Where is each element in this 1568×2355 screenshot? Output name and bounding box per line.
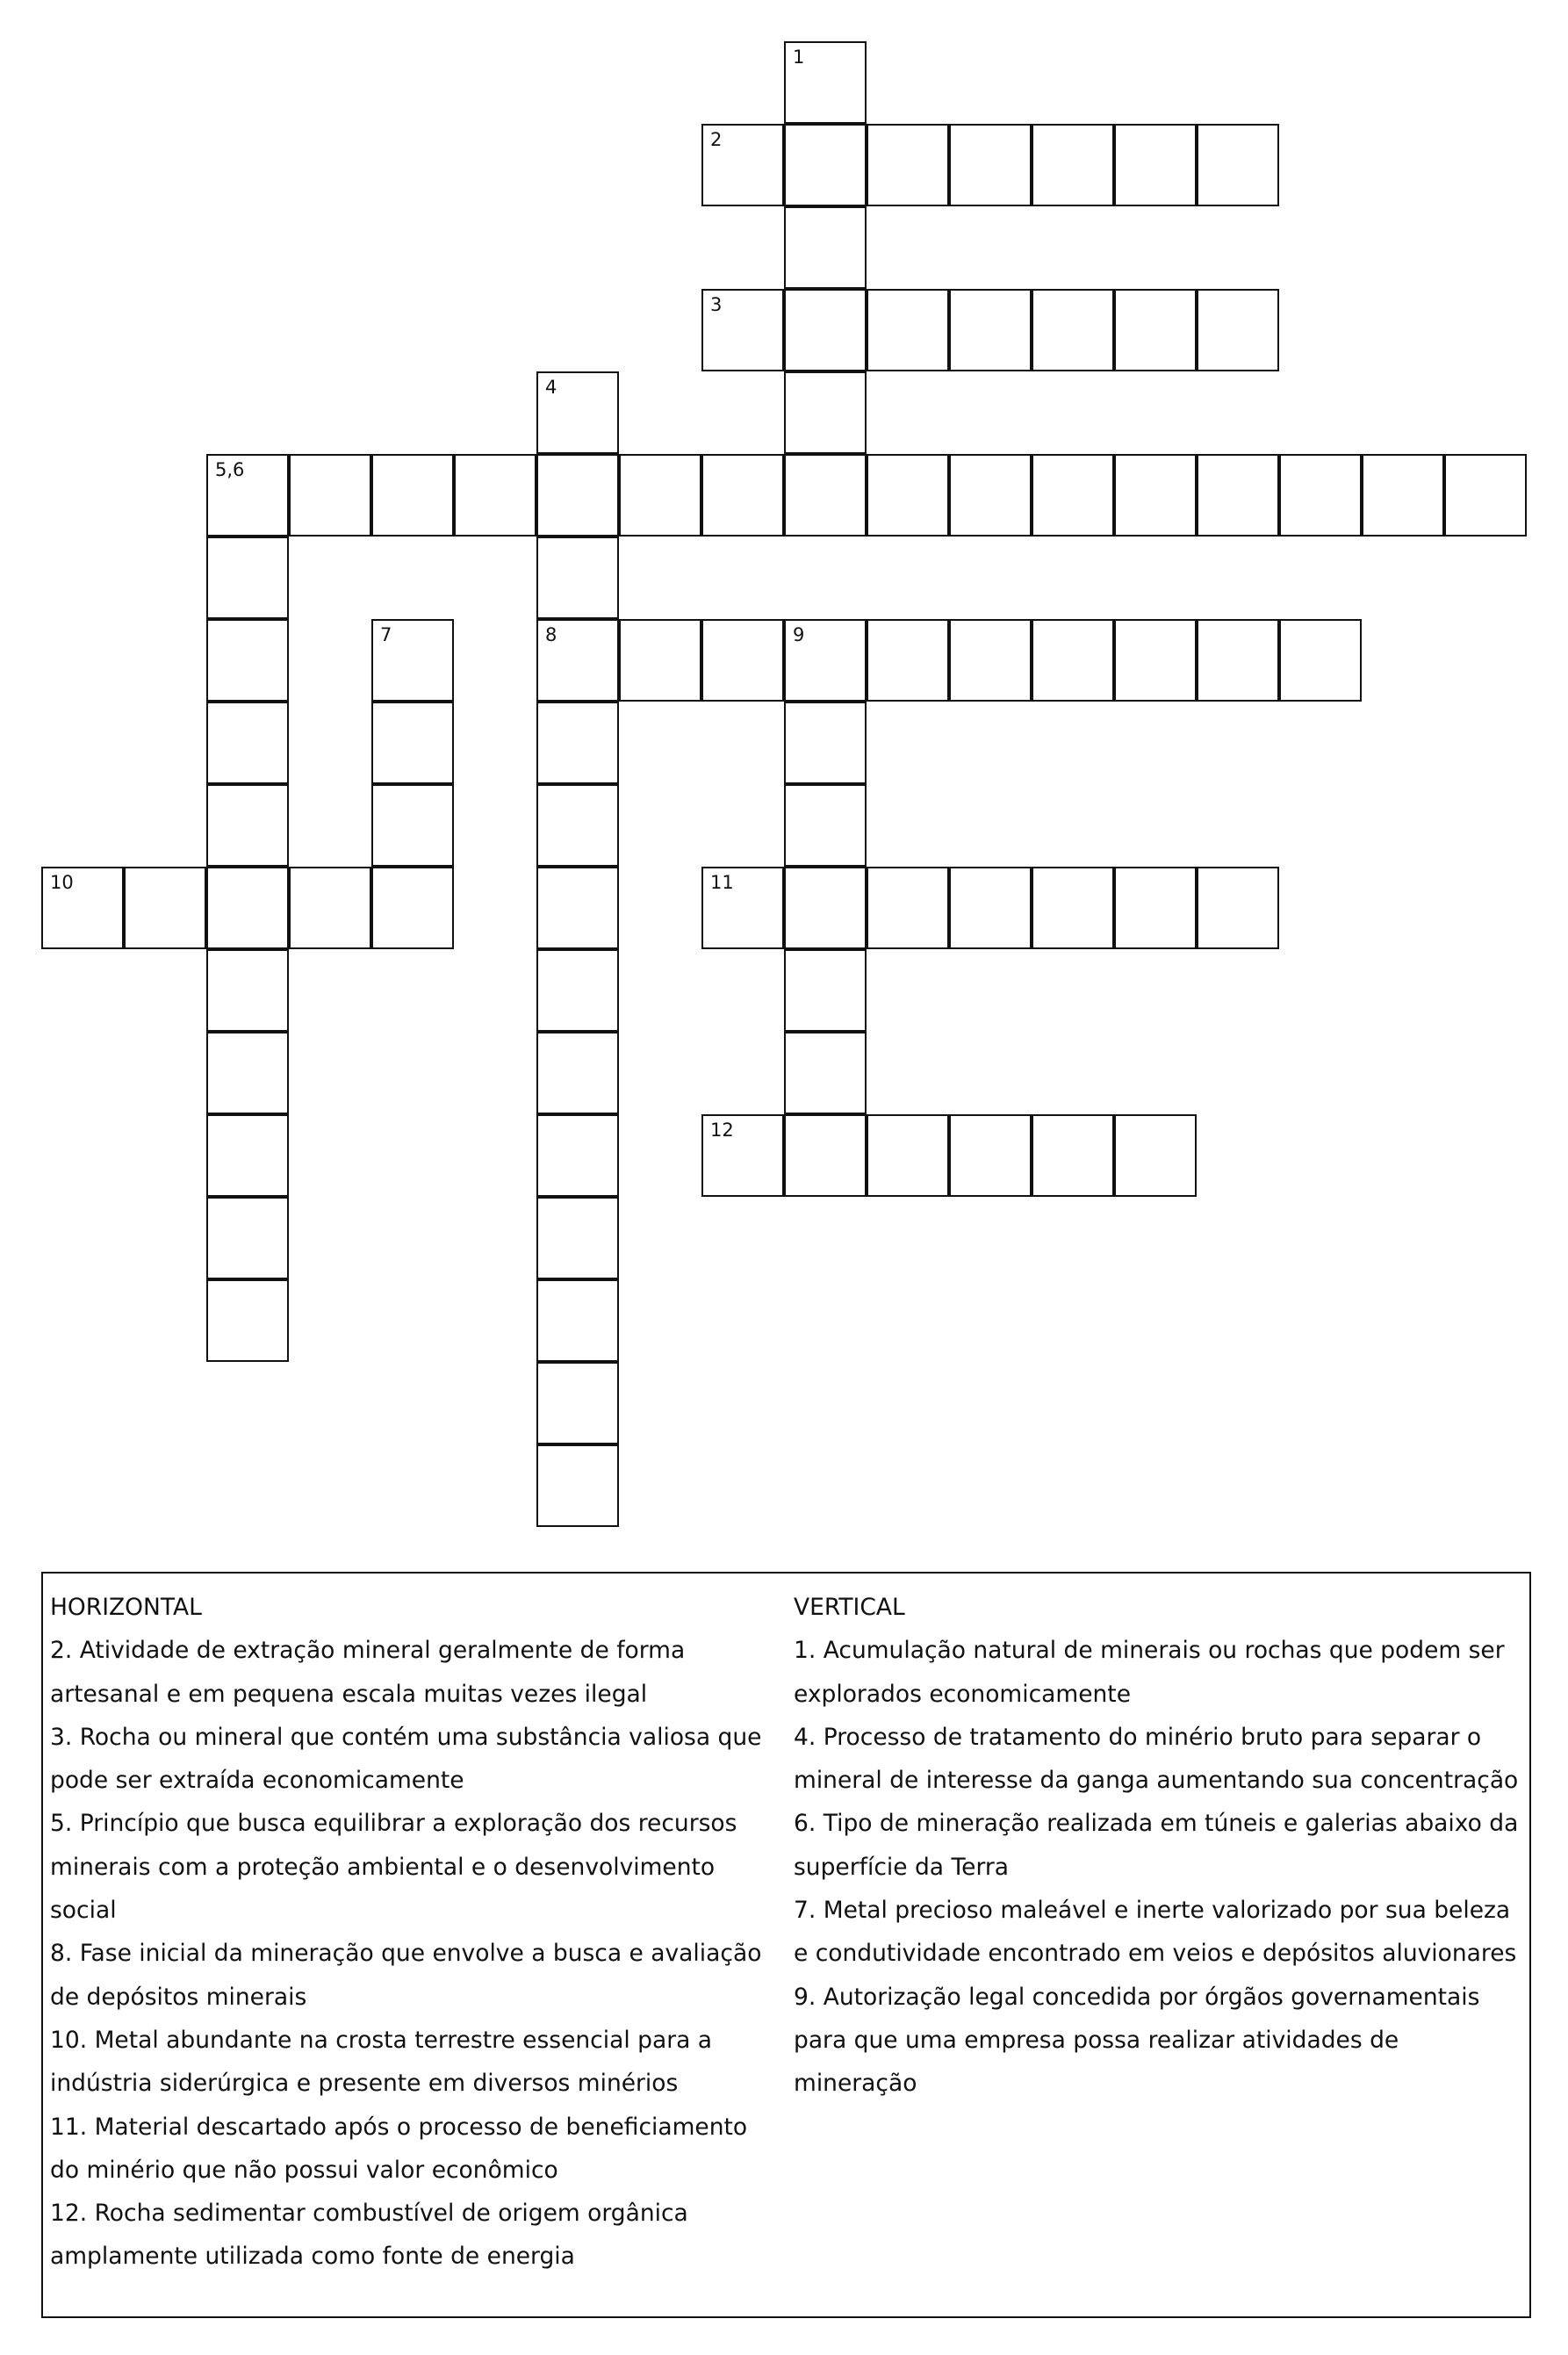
grid-cell[interactable] <box>949 454 1032 537</box>
clue-number: 1 <box>793 47 805 68</box>
grid-cell[interactable] <box>867 867 949 949</box>
clue-line: 2. Atividade de extração mineral geralmente de forma <box>50 1637 686 1665</box>
grid-cell[interactable] <box>206 619 289 702</box>
grid-cell[interactable] <box>1114 1114 1197 1197</box>
grid-cell[interactable] <box>206 1279 289 1362</box>
grid-cell[interactable] <box>619 619 701 702</box>
grid-cell[interactable] <box>536 949 619 1032</box>
clue-line: pode ser extraída economicamente <box>50 1767 464 1795</box>
grid-cell[interactable] <box>1114 454 1197 537</box>
grid-cell[interactable] <box>124 867 206 949</box>
clue-line: social <box>50 1897 117 1925</box>
horizontal-title: HORIZONTAL <box>50 1594 202 1621</box>
grid-cell[interactable] <box>536 1197 619 1279</box>
clue-number: 7 <box>380 624 392 645</box>
grid-cell[interactable] <box>784 702 867 784</box>
grid-cell[interactable] <box>701 289 784 371</box>
clue-line: do minério que não possui valor econômico <box>50 2156 558 2184</box>
grid-cell[interactable] <box>701 1114 784 1197</box>
grid-cell[interactable] <box>536 537 619 619</box>
grid-cell[interactable] <box>206 537 289 619</box>
grid-cell[interactable] <box>206 949 289 1032</box>
grid-cell[interactable] <box>206 867 289 949</box>
grid-cell[interactable] <box>536 1362 619 1444</box>
grid-cell[interactable] <box>1032 289 1114 371</box>
grid-cell[interactable] <box>1032 867 1114 949</box>
grid-cell[interactable] <box>784 1114 867 1197</box>
vertical-clues <box>794 1586 1531 2106</box>
grid-cell[interactable] <box>949 867 1032 949</box>
grid-cell[interactable] <box>1444 454 1527 537</box>
grid-cell[interactable] <box>536 1279 619 1362</box>
grid-cell[interactable] <box>701 454 784 537</box>
grid-cell[interactable] <box>867 1114 949 1197</box>
grid-cell[interactable] <box>371 702 454 784</box>
clue-number: 2 <box>710 129 723 150</box>
grid-cell[interactable] <box>1114 124 1197 206</box>
clue-line: 1. Acumulação natural de minerais ou rochas que podem ser <box>794 1637 1505 1665</box>
grid-cell[interactable] <box>784 1032 867 1114</box>
grid-cell[interactable] <box>454 454 536 537</box>
clue-number: 10 <box>50 872 74 893</box>
clue-line: 9. Autorização legal concedida por órgãos governamentais <box>794 1983 1480 2011</box>
grid-cell[interactable] <box>784 124 867 206</box>
grid-cell[interactable] <box>784 454 867 537</box>
grid-cell[interactable] <box>867 289 949 371</box>
grid-cell[interactable] <box>1032 454 1114 537</box>
grid-cell[interactable] <box>619 454 701 537</box>
clue-number: 12 <box>710 1120 734 1141</box>
clue-line: 4. Processo de tratamento do minério bruto para separar o <box>794 1723 1482 1751</box>
clue-line: 11. Material descartado após o processo de beneficiamento <box>50 2113 748 2141</box>
clue-number: 5,6 <box>215 459 245 480</box>
grid-cell[interactable] <box>536 1444 619 1527</box>
grid-cell[interactable] <box>701 124 784 206</box>
clue-line: amplamente utilizada como fonte de energia <box>50 2243 575 2271</box>
grid-cell[interactable] <box>784 371 867 454</box>
grid-cell[interactable] <box>536 1114 619 1197</box>
grid-cell[interactable] <box>536 371 619 454</box>
grid-cell[interactable] <box>701 867 784 949</box>
grid-cell[interactable] <box>536 454 619 537</box>
grid-cell[interactable] <box>1032 1114 1114 1197</box>
clue-line: indústria siderúrgica e presente em diversos minérios <box>50 2070 679 2098</box>
grid-cell[interactable] <box>1197 867 1279 949</box>
clue-line: para que uma empresa possa realizar atividades de <box>794 2026 1399 2054</box>
grid-cell[interactable] <box>867 124 949 206</box>
grid-cell[interactable] <box>784 619 867 702</box>
horizontal-clues <box>50 1586 796 2279</box>
grid-cell[interactable] <box>867 619 949 702</box>
clue-line: mineral de interesse da ganga aumentando sua concentração <box>794 1767 1519 1795</box>
clue-line: 12. Rocha sedimentar combustível de origem orgânica <box>50 2200 688 2228</box>
grid-cell[interactable] <box>206 1197 289 1279</box>
grid-cell[interactable] <box>701 619 784 702</box>
clue-line: mineração <box>794 2070 917 2098</box>
grid-cell[interactable] <box>371 454 454 537</box>
clue-line: artesanal e em pequena escala muitas vezes ilegal <box>50 1680 648 1708</box>
grid-cell[interactable] <box>206 1114 289 1197</box>
grid-cell[interactable] <box>784 206 867 289</box>
grid-cell[interactable] <box>536 702 619 784</box>
clue-line: explorados economicamente <box>794 1680 1132 1708</box>
grid-cell[interactable] <box>536 619 619 702</box>
clue-number: 11 <box>710 872 734 893</box>
clue-line: superfície da Terra <box>794 1853 1010 1881</box>
clue-number: 9 <box>793 624 805 645</box>
grid-cell[interactable] <box>784 949 867 1032</box>
grid-cell[interactable] <box>371 619 454 702</box>
grid-cell[interactable] <box>536 867 619 949</box>
clue-number: 4 <box>545 377 557 398</box>
grid-cell[interactable] <box>1032 124 1114 206</box>
grid-cell[interactable] <box>949 619 1032 702</box>
grid-cell[interactable] <box>784 289 867 371</box>
grid-cell[interactable] <box>1362 454 1444 537</box>
grid-cell[interactable] <box>1197 124 1279 206</box>
grid-cell[interactable] <box>536 1032 619 1114</box>
clue-line: 3. Rocha ou mineral que contém uma substância valiosa que <box>50 1723 762 1751</box>
clue-line: minerais com a proteção ambiental e o desenvolvimento <box>50 1853 716 1881</box>
grid-cell[interactable] <box>41 867 124 949</box>
grid-cell[interactable] <box>949 124 1032 206</box>
grid-cell[interactable] <box>1114 289 1197 371</box>
grid-cell[interactable] <box>1279 454 1362 537</box>
grid-cell[interactable] <box>289 454 371 537</box>
grid-cell[interactable] <box>371 784 454 867</box>
grid-cell[interactable] <box>536 784 619 867</box>
clue-number: 8 <box>545 624 557 645</box>
grid-cell[interactable] <box>867 454 949 537</box>
clue-line: 7. Metal precioso maleável e inerte valorizado por sua beleza <box>794 1897 1511 1925</box>
vertical-title: VERTICAL <box>794 1594 905 1621</box>
grid-cell[interactable] <box>1197 289 1279 371</box>
clue-line: 6. Tipo de mineração realizada em túneis e galerias abaixo da <box>794 1810 1519 1838</box>
grid-cell[interactable] <box>784 784 867 867</box>
clue-number: 3 <box>710 294 723 315</box>
grid-cell[interactable] <box>371 867 454 949</box>
grid-cell[interactable] <box>289 867 371 949</box>
grid-cell[interactable] <box>949 1114 1032 1197</box>
grid-cell[interactable] <box>1197 454 1279 537</box>
grid-cell[interactable] <box>206 454 289 537</box>
grid-cell[interactable] <box>784 41 867 124</box>
grid-cell[interactable] <box>1114 619 1197 702</box>
clue-box <box>41 1572 1531 2318</box>
clue-line: de depósitos minerais <box>50 1983 307 2011</box>
grid-cell[interactable] <box>206 784 289 867</box>
grid-cell[interactable] <box>1279 619 1362 702</box>
clue-line: 10. Metal abundante na crosta terrestre essencial para a <box>50 2026 712 2054</box>
grid-cell[interactable] <box>206 702 289 784</box>
grid-cell[interactable] <box>1032 619 1114 702</box>
clue-line: 5. Princípio que busca equilibrar a exploração dos recursos <box>50 1810 737 1838</box>
clue-line: e condutividade encontrado em veios e depósitos aluvionares <box>794 1940 1517 1968</box>
grid-cell[interactable] <box>206 1032 289 1114</box>
grid-cell[interactable] <box>784 867 867 949</box>
grid-cell[interactable] <box>1197 619 1279 702</box>
grid-cell[interactable] <box>949 289 1032 371</box>
grid-cell[interactable] <box>1114 867 1197 949</box>
clue-line: 8. Fase inicial da mineração que envolve a busca e avaliação <box>50 1940 762 1968</box>
